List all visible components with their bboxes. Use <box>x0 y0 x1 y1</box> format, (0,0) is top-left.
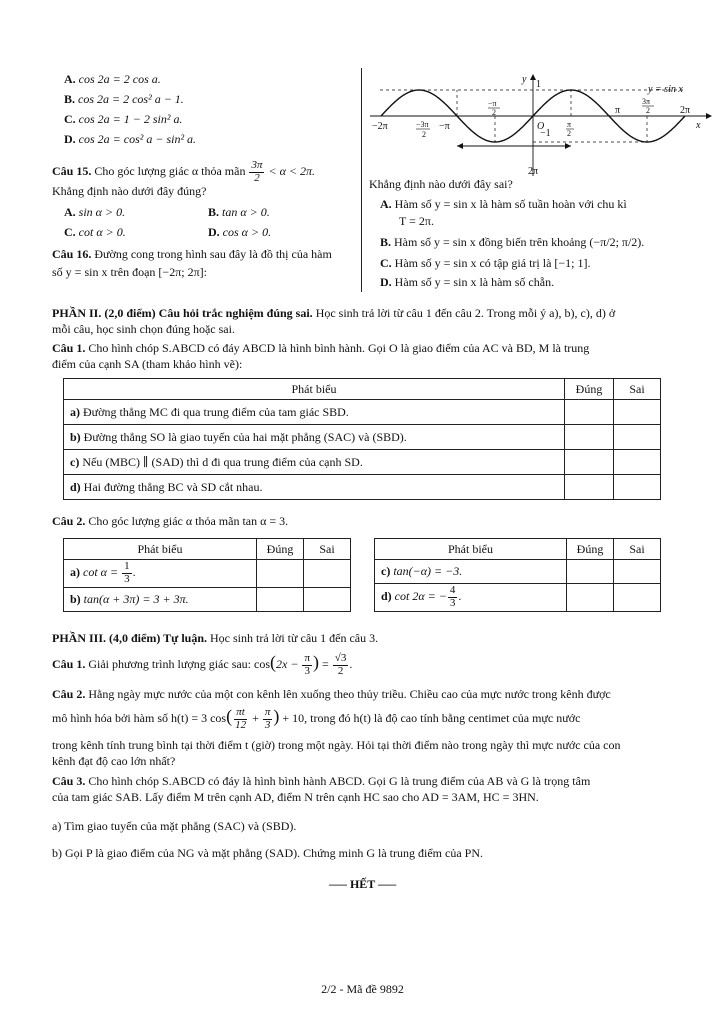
tick-3pi2-den: 2 <box>646 106 650 115</box>
option-b: B. cos 2a = 2 cos² a − 1. <box>64 92 184 106</box>
answer-cell[interactable] <box>614 425 661 450</box>
statement-table-2: Phát biểu Đúng Sai a) cot α = $\frac{1}{3}$ . b) tan(α + 3π) = 3 + 3π. <box>63 538 351 612</box>
answer-cell[interactable] <box>614 475 661 500</box>
tick-pi: π <box>615 105 621 116</box>
table-row: a) cot α = $\frac{1}{3}$ . <box>64 560 351 588</box>
statement-table-3: Phát biểu Đúng Sai c) tan(−α) = −3. d) cot 2α = − $\frac{4}{3}$ . <box>374 538 661 612</box>
tick-neg-one: −1 <box>540 128 551 139</box>
answer-cell[interactable] <box>567 560 614 584</box>
right-option-c: C. Hàm số y = sin x có tập giá trị là [−1; 1]. <box>380 256 591 270</box>
answer-cell[interactable] <box>565 400 614 425</box>
answer-cell[interactable] <box>304 560 351 588</box>
option-d: D. cos 2a = cos² a − sin² a. <box>64 132 197 146</box>
q15-option-c: C. cot α > 0. <box>64 225 126 239</box>
part2-question-1: Câu 1. Cho hình chóp S.ABCD có đáy ABCD là hình bình hành. Gọi O là giao điểm của AC và BD, M là trung điểm của cạnh SA (tham khảo hình vẽ): <box>52 341 590 372</box>
answer-cell[interactable] <box>565 425 614 450</box>
table-row: b) tan(α + 3π) = 3 + 3π. <box>64 588 351 612</box>
answer-cell[interactable] <box>565 475 614 500</box>
tick-3pi2-num: 3π <box>642 97 651 106</box>
q15-option-a: A. sin α > 0. <box>64 205 126 219</box>
table-row: b) Đường thẳng SO là giao tuyến của hai mặt phẳng (SAC) và (SBD). <box>64 425 661 450</box>
tick-pi2-num: π <box>567 120 572 129</box>
answer-cell[interactable] <box>614 450 661 475</box>
answer-cell[interactable] <box>257 588 304 612</box>
option-c: C. cos 2a = 1 − 2 sin² a. <box>64 112 183 126</box>
tick-two-pi: 2π <box>680 105 691 116</box>
tick-neg-pi2-num: −π <box>488 99 497 108</box>
q15-option-b: B. tan α > 0. <box>208 205 270 219</box>
period-label: 2π <box>528 166 539 177</box>
answer-cell[interactable] <box>614 400 661 425</box>
statement-table-1: Phát biểu Đúng Sai a) Đường thẳng MC đi qua trung điểm của tam giác SBD. b) Đường thẳng SO là giao tuyến của hai mặt phẳng (SAC) và (SBD). c) Nếu (MBC) ∥ (SAD) thì d đi qua trung điểm của cạnh SD. d) Hai đường thẳng BC và SD cắt nhau. <box>63 378 661 500</box>
tick-neg-two-pi: −2π <box>372 121 388 132</box>
part3-question-2-line1: Câu 2. Hằng ngày mực nước của một con kênh lên xuống theo thủy triều. Chiều cao của mực nước trong kênh được <box>52 687 611 701</box>
option-a: A. cos 2a = 2 cos a. <box>64 72 161 86</box>
tick-neg-3pi2-num: −3π <box>416 120 429 129</box>
tick-one: 1 <box>536 79 541 90</box>
right-option-a: A. Hàm số y = sin x là hàm số tuần hoàn với chu kì <box>380 197 627 211</box>
answer-cell[interactable] <box>567 584 614 612</box>
right-option-b: B. Hàm số y = sin x đồng biến trên khoảng (−π/2; π/2). <box>380 235 645 249</box>
table-row: d) Hai đường thẳng BC và SD cắt nhau. <box>64 475 661 500</box>
origin-label: O <box>537 121 545 132</box>
answer-cell[interactable] <box>257 560 304 588</box>
part3-heading: PHẦN III. (4,0 điểm) Tự luận. Học sinh trả lời từ câu 1 đến câu 3. <box>52 631 379 645</box>
right-option-a-line2: T = 2π. <box>399 214 434 228</box>
part3-question-2-line3: trong kênh tính trung bình tại thời điểm t (giờ) trong một ngày. Hỏi tại thời điểm nào trong ngày thì mực nước của con kênh đạt độ cao lớn nhất? <box>52 738 621 769</box>
question-15: Câu 15. Cho góc lượng giác α thỏa mãn $\frac{3\pi}{2}$ < α < 2π. <box>52 159 315 184</box>
question-16: Câu 16. Đường cong trong hình sau đây là đồ thị của hàm <box>52 247 332 261</box>
answer-cell[interactable] <box>614 584 661 612</box>
table-row: a) Đường thẳng MC đi qua trung điểm của tam giác SBD. <box>64 400 661 425</box>
sine-graph <box>364 68 714 180</box>
q15-option-d: D. cos α > 0. <box>208 225 272 239</box>
tick-neg-3pi2-den: 2 <box>422 130 426 139</box>
tick-pi2-den: 2 <box>567 129 571 138</box>
part3-question-3b: b) Gọi P là giao điểm của NG và mặt phẳng (SAD). Chứng minh G là trung điểm của PN. <box>52 846 483 860</box>
part3-question-3: Câu 3. Cho hình chóp S.ABCD có đáy là hình bình hành ABCD. Gọi G là trung điểm của AB và G là trọng tâm của tam giác SAB. Lấy điểm M trên cạnh AD, điểm N trên cạnh HC sao cho AD = 3AM, HC = 3HN. <box>52 774 591 805</box>
table-row: d) cot 2α = − $\frac{4}{3}$ . <box>375 584 661 612</box>
table-row: c) Nếu (MBC) ∥ (SAD) thì d đi qua trung điểm của cạnh SD. <box>64 450 661 475</box>
part2-heading: PHẦN II. (2,0 điểm) Câu hỏi trắc nghiệm đúng sai. Học sinh trả lời từ câu 1 đến câu 2. Trong mỗi ý a), b), c), d) ở mỗi câu, học sinh chọn đúng hoặc sai. <box>52 306 616 337</box>
answer-cell[interactable] <box>614 560 661 584</box>
tick-neg-pi2-den: 2 <box>492 108 496 117</box>
question-15-ask: Khẳng định nào dưới đây đúng? <box>52 184 207 198</box>
page-footer: 2/2 - Mã đề 9892 <box>321 982 404 996</box>
tick-neg-pi: −π <box>439 121 450 132</box>
end-mark: —– HẾT —– <box>328 877 397 891</box>
question-16-line2: số y = sin x trên đoạn [−2π; 2π]: <box>52 265 207 279</box>
answer-cell[interactable] <box>565 450 614 475</box>
func-label: y = sin x <box>648 84 683 95</box>
right-question-ask: Khẳng định nào dưới đây sai? <box>369 177 513 191</box>
right-option-d: D. Hàm số y = sin x là hàm số chẵn. <box>380 275 555 289</box>
y-axis-label: y <box>522 74 527 85</box>
x-axis-label: x <box>696 120 701 131</box>
table-row: c) tan(−α) = −3. <box>375 560 661 584</box>
part2-question-2: Câu 2. Cho góc lượng giác α thỏa mãn tan α = 3. <box>52 514 289 528</box>
part3-question-1: Câu 1. Giải phương trình lượng giác sau: cos(2x − $\frac{\pi}{3}$ ) = $\frac{√3}{2}$ . <box>52 652 353 677</box>
answer-cell[interactable] <box>304 588 351 612</box>
column-divider <box>361 68 362 292</box>
part3-question-3a: a) Tìm giao tuyến của mặt phẳng (SAC) và (SBD). <box>52 819 297 833</box>
part3-question-2-line2: mô hình hóa bởi hàm số h(t) = 3 cos( $\frac{\pi t}{12}$ + $\frac{\pi}{3}$ ) + 10, trong đó h(t) là độ cao tính bằng centimet của mực nước <box>52 706 581 731</box>
